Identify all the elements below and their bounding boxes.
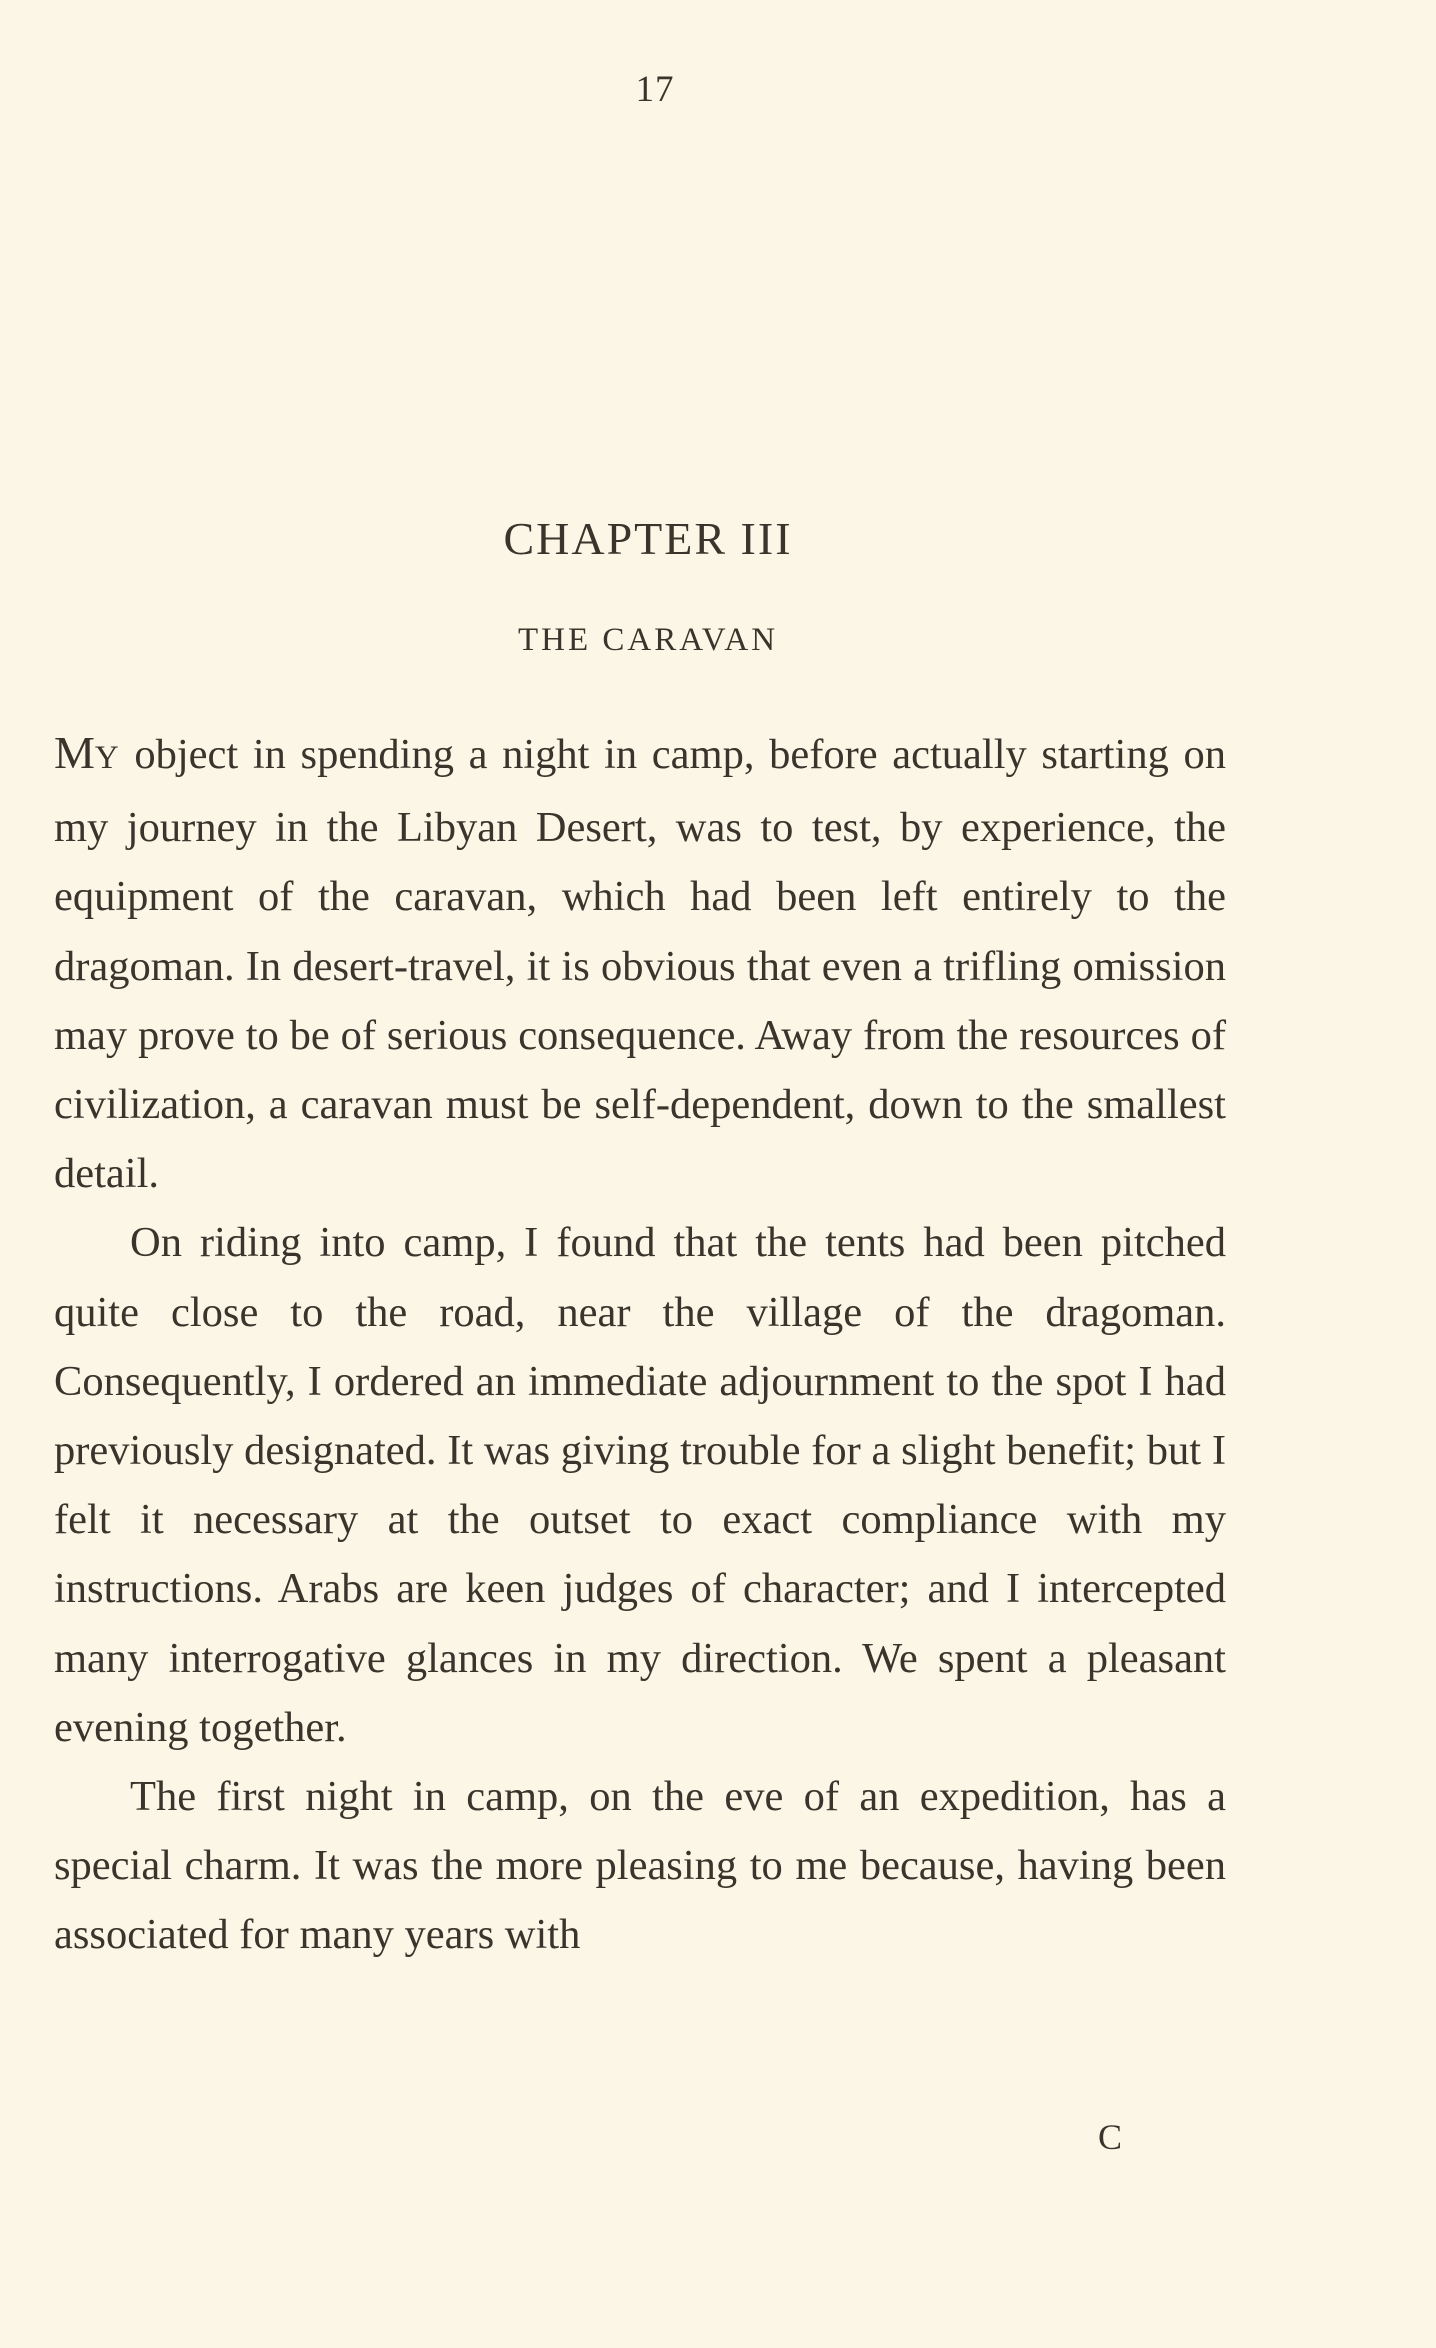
paragraph-1-text: object in spending a night in camp, before actually starting on my journey in the Libyan Desert, was to test, by experience, the equipment of the caravan, which had been left entirely to the dragoman. In desert-travel, it is obvious that even a trifling omission may prove to be of serious consequence. Away from the resources of civilization, a caravan must be self-dependent, down to the smallest detail. [54,731,1226,1198]
chapter-subtitle: THE CARAVAN [517,622,779,658]
body-text [54,718,1226,1970]
paragraph-2: On riding into camp, I found that the tents had been pitched quite close to the road, near the village of the dragoman. Consequently, I ordered an immediate adjournment to the spot I had previously designated. It was giving trouble for a slight benefit; but I felt it necessary at the outset to exact compliance with my instructions. Arabs are keen judges of character; and I intercepted many interrogative glances in my direction. We spent a pleasant evening together. [54,1219,1226,1751]
dropcap-letter: M [54,727,95,778]
chapter-title: CHAPTER III [503,513,793,564]
paragraph-1 [54,718,1226,1208]
paragraph-3: The first night in camp, on the eve of an expedition, has a special charm. It was the more pleasing to me because, having been associated for many years with [54,1773,1226,1959]
page-number: 17 [635,69,675,110]
smallcap-letters: Y [94,740,120,776]
signature-mark: C [1098,2117,1123,2157]
